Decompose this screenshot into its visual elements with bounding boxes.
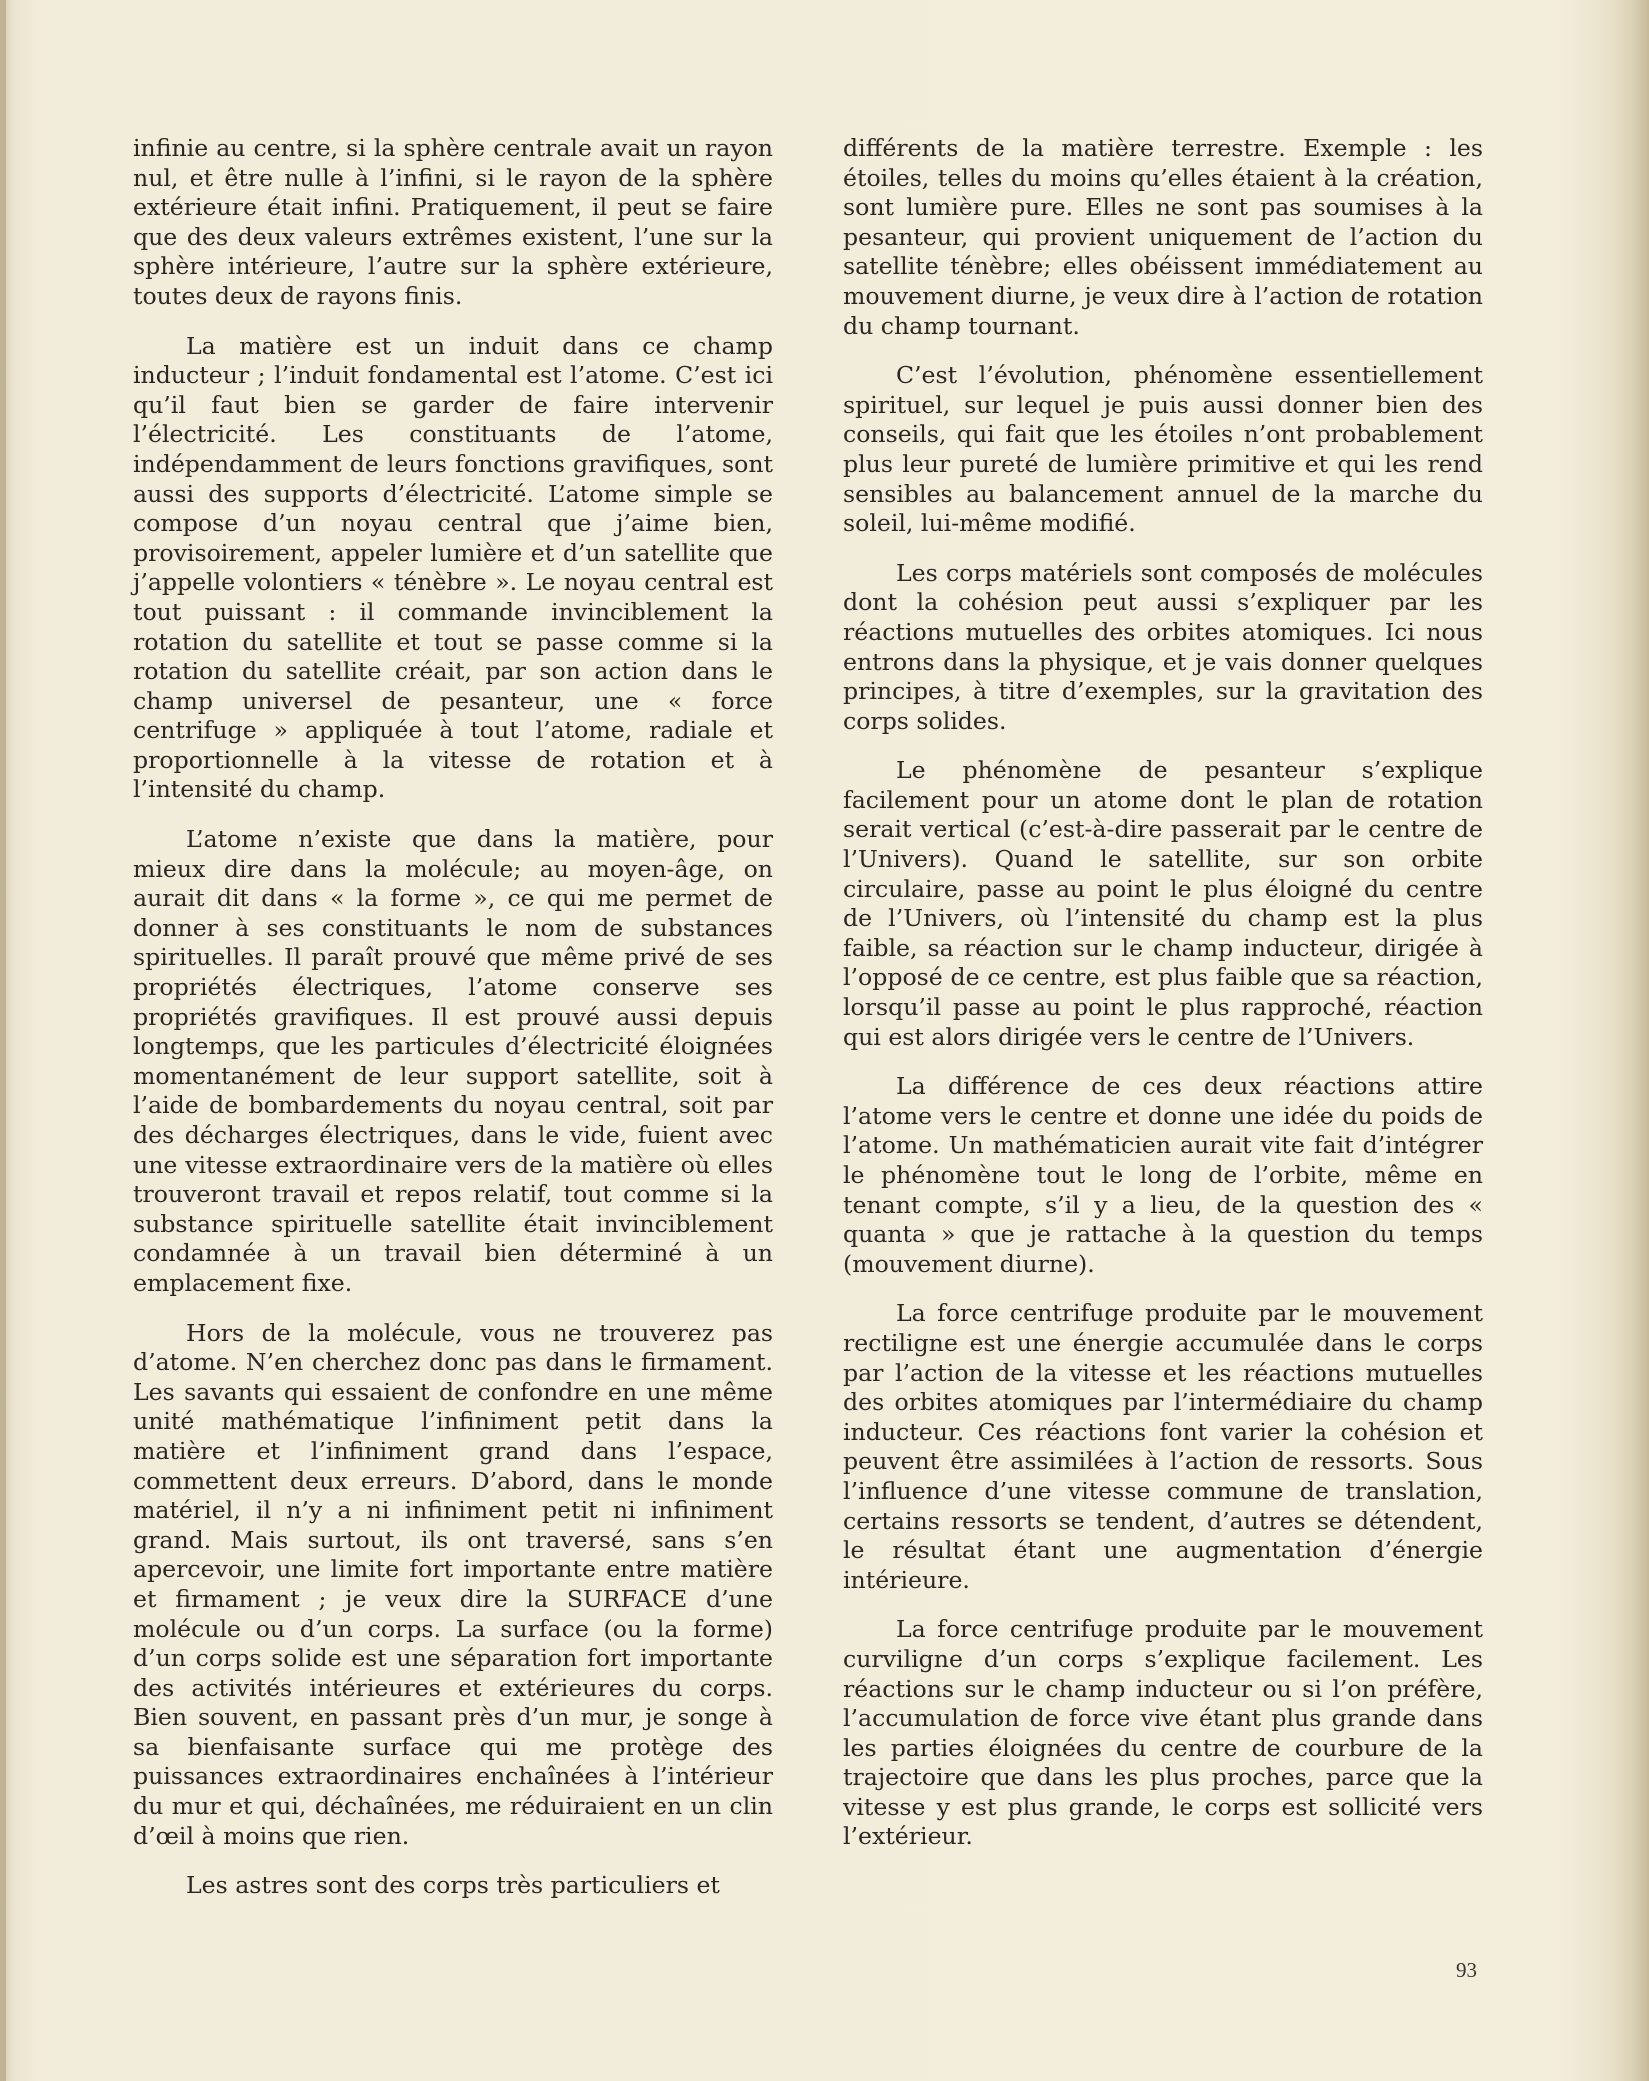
left-column bbox=[133, 134, 773, 1901]
paragraph: Les corps matériels sont composés de molécules dont la cohésion peut aussi s’expliquer par les réactions mutuelles des orbites atomiques. Ici nous entrons dans la physique, et je vais donner quelques principes, à titre d’exemples, sur la gravitation des corps solides. bbox=[843, 558, 1483, 735]
paragraph: Le phénomène de pesanteur s’explique facilement pour un atome dont le plan de rotation serait vertical (c’est-à-dire passerait par le centre de l’Univers). Quand le satellite, sur son orbite circulaire, passe au point le plus éloigné du centre de l’Univers, où l’intensité du champ est la plus faible, sa réaction sur le champ inducteur, dirigée à l’opposé de ce centre, est plus faible que sa réaction, lorsqu’il passe au point le plus rapproché, réaction qui est alors dirigée vers le centre de l’Univers. bbox=[843, 756, 1483, 1051]
paragraph: Les astres sont des corps très particuliers et bbox=[186, 1871, 720, 1900]
paragraph: La différence de ces deux réactions attire l’atome vers le centre et donne une idée du poids de l’atome. Un mathématicien aurait vite fait d’intégrer le phénomène tout le long de l’orbite, même en tenant compte, s’il y a lieu, de la question des « quanta » que je rattache à la question du temps (mouvement diurne). bbox=[843, 1072, 1483, 1278]
paragraph: C’est l’évolution, phénomène essentiellement spirituel, sur lequel je puis aussi donner bien des conseils, qui fait que les étoiles n’ont probablement plus leur pureté de lumière primitive et qui les rend sensibles au balancement annuel de la marche du soleil, lui-même modifié. bbox=[843, 361, 1483, 538]
paragraph: infinie au centre, si la sphère centrale avait un rayon nul, et être nulle à l’infini, si le rayon de la sphère extérieure était infini. Pratiquement, il peut se faire que des deux valeurs extrêmes existent, l’une sur la sphère intérieure, l’autre sur la sphère extérieure, toutes deux de rayons finis. bbox=[133, 134, 773, 310]
paragraph: différents de la matière terrestre. Exemple : les étoiles, telles du moins qu’elles étaient à la création, sont lumière pure. Elles ne sont pas soumises à la pesanteur, qui provient uniquement de l’action du satellite ténèbre; elles obéissent immédiatement au mouvement diurne, je veux dire à l’action de rotation du champ tournant. bbox=[843, 134, 1483, 340]
page-number: 93 bbox=[1456, 1958, 1477, 1982]
paragraph: La matière est un induit dans ce champ inducteur ; l’induit fondamental est l’atome. C’est ici qu’il faut bien se garder de faire intervenir l’électricité. Les constituants de l’atome, indépendamment de leurs fonctions gravifiques, sont aussi des supports d’électricité. L’atome simple se compose d’un noyau central que j’aime bien, provisoirement, appeler lumière et d’un satellite que j’appelle volontiers « ténèbre ». Le noyau central est tout puissant : il commande invinciblement la rotation du satellite et tout se passe comme si la rotation du satellite créait, par son action dans le champ universel de pesanteur, une « force centrifuge » appliquée à tout l’atome, radiale et proportionnelle à la vitesse de rotation et à l’intensité du champ. bbox=[133, 331, 773, 804]
paragraph: La force centrifuge produite par le mouvement curviligne d’un corps s’explique facilement. Les réactions sur le champ inducteur ou si l’on préfère, l’accumulation de force vive étant plus grande dans les parties éloignées du centre de courbure de la trajectoire que dans les plus proches, parce que la vitesse y est plus grande, le corps est sollicité vers l’extérieur. bbox=[843, 1615, 1483, 1851]
right-column bbox=[843, 134, 1483, 1852]
paragraph: La force centrifuge produite par le mouvement rectiligne est une énergie accumulée dans le corps par l’action de la vitesse et les réactions mutuelles des orbites atomiques par l’intermédiaire du champ inducteur. Ces réactions font varier la cohésion et peuvent être assimilées à l’action de ressorts. Sous l’influence d’une vitesse commune de translation, certains ressorts se tendent, d’autres se détendent, le résultat étant une augmentation d’énergie intérieure. bbox=[843, 1299, 1483, 1594]
paragraph: Hors de la molécule, vous ne trouverez pas d’atome. N’en cherchez donc pas dans le firmament. Les savants qui essaient de confondre en une même unité mathématique l’infiniment petit dans la matière et l’infiniment grand dans l’espace, commettent deux erreurs. D’abord, dans le monde matériel, il n’y a ni infiniment petit ni infiniment grand. Mais surtout, ils ont traversé, sans s’en apercevoir, une limite fort importante entre matière et firmament ; je veux dire la SURFACE d’une molécule ou d’un corps. La surface (ou la forme) d’un corps solide est une séparation fort importante des activités intérieures et extérieures du corps. Bien souvent, en passant près d’un mur, je songe à sa bienfaisante surface qui me protège des puissances extraordinaires enchaînées à l’intérieur du mur et qui, déchaînées, me réduiraient en un clin d’œil à moins que rien. bbox=[133, 1318, 773, 1850]
page-outer-edge bbox=[1635, 0, 1649, 2081]
page-binding-edge bbox=[0, 0, 6, 2081]
paragraph: L’atome n’existe que dans la matière, pour mieux dire dans la molécule; au moyen-âge, on aurait dit dans « la forme », ce qui me permet de donner à ses constituants le nom de substances spirituelles. Il paraît prouvé que même privé de ses propriétés électriques, l’atome conserve ses propriétés gravifiques. Il est prouvé aussi depuis longtemps, que les particules d’électricité éloignées momentanément de leur support satellite, soit à l’aide de bombardements du noyau central, soit par des décharges électriques, dans le vide, fuient avec une vitesse extraordinaire vers de la matière où elles trouveront travail et repos relatif, tout comme si la substance spirituelle satellite était invinciblement condamnée à un travail bien déterminé à un emplacement fixe. bbox=[133, 825, 773, 1297]
